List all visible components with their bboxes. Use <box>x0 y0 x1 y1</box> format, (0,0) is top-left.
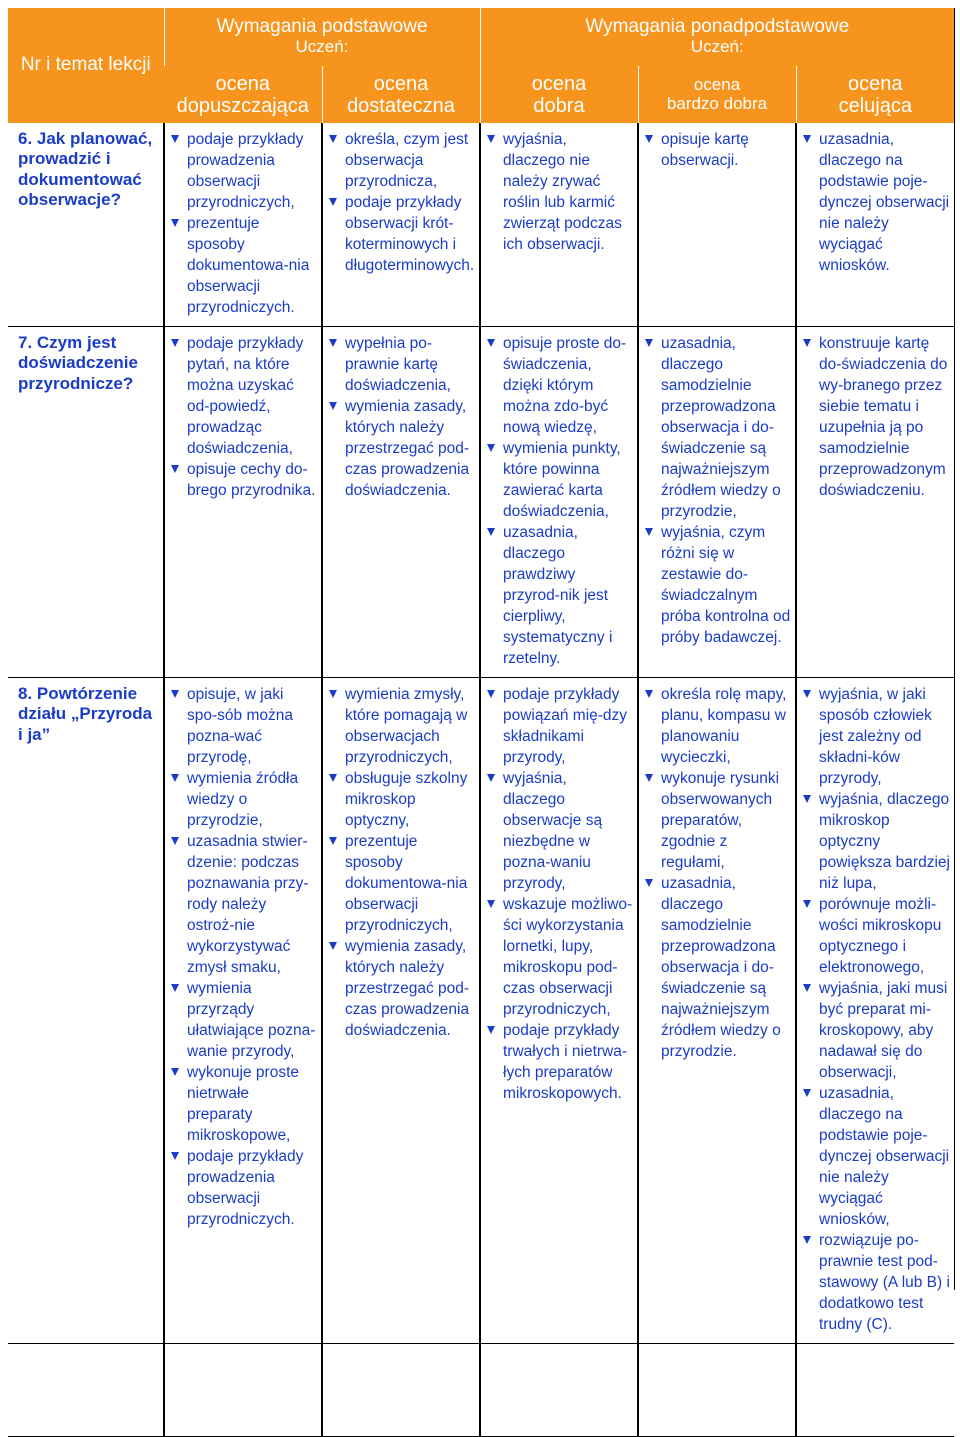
requirement-item: podaje przykłady powiązań mię-dzy składnikami przyrody, <box>485 684 633 768</box>
header-topic: Nr i temat lekcji <box>8 8 164 123</box>
requirement-item: prezentuje sposoby dokumentowa-nia obserwacji przyrodniczych, <box>327 831 475 936</box>
requirement-item: wyjaśnia, jaki musi być preparat mi-kroskopowy, aby nadawał się do obserwacji, <box>801 978 950 1083</box>
grade-cell <box>480 678 638 1344</box>
header-grade-1 <box>164 66 322 123</box>
requirement-item: podaje przykłady pytań, na które można uzyskać od-powiedź, prowadząc doświadczenia, <box>169 333 317 459</box>
grade-cell <box>796 327 954 678</box>
requirement-item: rozwiązuje po-prawnie test pod-stawowy (A lub B) i dodatkowo test trudny (C). <box>801 1230 950 1335</box>
requirement-item: wymienia przyrządy ułatwiające pozna-wanie przyrody, <box>169 978 317 1062</box>
requirement-item: wykonuje proste nietrwałe preparaty mikroskopowe, <box>169 1062 317 1146</box>
requirement-item: określa, czym jest obserwacja przyrodnicza, <box>327 129 475 192</box>
header-basic-title: Wymagania podstawowe <box>216 16 428 38</box>
grade-cell <box>480 123 638 327</box>
requirements-table <box>8 8 954 1437</box>
grade-cell <box>796 678 954 1344</box>
header-advanced <box>480 8 954 66</box>
lesson-topic: 8. Powtórzenie działu „Przyroda i ja” <box>8 678 164 1344</box>
grade-label: ocena <box>693 74 741 94</box>
grade-cell <box>322 123 480 327</box>
grade-cell <box>638 123 796 327</box>
header-grade-5 <box>796 66 954 123</box>
grade-label: ocena <box>215 72 270 95</box>
grade-label: ocena <box>848 72 903 95</box>
grade-cell <box>164 327 322 678</box>
empty-cell <box>480 1344 638 1437</box>
grade-label: ocena <box>373 72 429 95</box>
requirement-item: wymienia punkty, które powinna zawierać karta doświadczenia, <box>485 438 633 522</box>
document-page <box>8 8 954 1437</box>
grade-cell <box>480 327 638 678</box>
requirement-item: wypełnia po-prawnie kartę doświadczenia, <box>327 333 475 396</box>
requirement-item: opisuje kartę obserwacji. <box>643 129 791 171</box>
grade-cell <box>322 678 480 1344</box>
empty-cell <box>796 1344 954 1437</box>
requirement-item: wyjaśnia, czym różni się w zestawie do-świadczalnym próba kontrolna od próby badawczej. <box>643 522 791 648</box>
requirement-item: uzasadnia stwier-dzenie: podczas poznawania przy-rody należy ostroż-nie wykorzystywać zmysł smaku, <box>169 831 317 978</box>
requirement-item: uzasadnia, dlaczego na podstawie poje-dynczej obserwacji nie należy wyciągać wniosków. <box>801 129 950 276</box>
empty-cell <box>8 1344 164 1437</box>
grade-cell <box>638 678 796 1344</box>
requirement-item: wskazuje możliwo-ści wykorzystania lornetki, lupy, mikroskopu pod-czas obserwacji przyrodniczych, <box>485 894 633 1020</box>
requirement-item: wymienia źródła wiedzy o przyrodzie, <box>169 768 317 831</box>
empty-cell <box>638 1344 796 1437</box>
grade-label: ocena <box>531 72 587 95</box>
requirement-item: określa rolę mapy, planu, kompasu w planowaniu wycieczki, <box>643 684 791 768</box>
grade-name: dopuszczająca <box>176 94 309 117</box>
requirement-item: wyjaśnia, dlaczego mikroskop optyczny powiększa bardziej niż lupa, <box>801 789 950 894</box>
requirement-item: podaje przykłady prowadzenia obserwacji przyrodniczych. <box>169 1146 317 1230</box>
header-advanced-subtitle: Uczeń: <box>690 37 744 57</box>
grade-cell <box>322 327 480 678</box>
grade-name: dostateczna <box>347 94 455 117</box>
requirement-item: wymienia zmysły, które pomagają w obserwacjach przyrodniczych, <box>327 684 475 768</box>
header-basic <box>164 8 480 66</box>
lesson-row <box>8 327 954 678</box>
requirement-item: wyjaśnia, dlaczego obserwacje są niezbędne w pozna-waniu przyrody, <box>485 768 633 894</box>
empty-cell <box>164 1344 322 1437</box>
requirement-item: uzasadnia, dlaczego na podstawie poje-dynczej obserwacji nie należy wyciągać wniosków, <box>801 1083 950 1230</box>
header-grade-3 <box>480 66 638 123</box>
requirement-item: opisuje, w jaki spo-sób można pozna-wać przyrodę, <box>169 684 317 768</box>
requirement-item: opisuje cechy do-brego przyrodnika. <box>169 459 317 501</box>
requirement-item: podaje przykłady trwałych i nietrwa-łych preparatów mikroskopowych. <box>485 1020 633 1104</box>
lesson-row <box>8 123 954 327</box>
requirement-item: uzasadnia, dlaczego prawdziwy przyrod-nik jest cierpliwy, systematyczny i rzetelny. <box>485 522 633 669</box>
header-grade-2 <box>322 66 480 123</box>
header-basic-subtitle: Uczeń: <box>295 37 349 57</box>
lesson-topic: 6. Jak planować, prowadzić i dokumentować obserwacje? <box>8 123 164 327</box>
requirement-item: uzasadnia, dlaczego samodzielnie przeprowadzona obserwacja i do-świadczenie są najważniejszym źródłem wiedzy o przyrodzie, <box>643 333 791 522</box>
requirement-item: wykonuje rysunki obserwowanych preparatów, zgodnie z regułami, <box>643 768 791 873</box>
requirement-item: wymienia zasady, których należy przestrzegać pod-czas prowadzenia doświadczenia. <box>327 936 475 1041</box>
lessons-body <box>8 123 954 1437</box>
grade-cell <box>796 123 954 327</box>
page-right-border <box>954 8 955 1290</box>
requirement-item: konstruuje kartę do-świadczenia do wy-branego przez siebie tematu i uzupełnia ją po samodzielnie przeprowadzonym doświadczeniu. <box>801 333 950 501</box>
requirement-item: wymienia zasady, których należy przestrzegać pod-czas prowadzenia doświadczenia. <box>327 396 475 501</box>
requirement-item: prezentuje sposoby dokumentowa-nia obserwacji przyrodniczych. <box>169 213 317 318</box>
requirement-item: podaje przykłady prowadzenia obserwacji przyrodniczych, <box>169 129 317 213</box>
requirement-item: obsługuje szkolny mikroskop optyczny, <box>327 768 475 831</box>
requirement-item: podaje przykłady obserwacji krót-koterminowych i długoterminowych. <box>327 192 475 276</box>
lesson-row <box>8 678 954 1344</box>
grade-name: dobra <box>533 94 585 117</box>
requirement-item: opisuje proste do-świadczenia, dzięki którym można zdo-być nową wiedzę, <box>485 333 633 438</box>
grade-name: celująca <box>838 94 912 117</box>
empty-footer-row <box>8 1344 954 1437</box>
header-grade-4 <box>638 66 796 123</box>
requirement-item: porównuje możli-wości mikroskopu optycznego i elektronowego, <box>801 894 950 978</box>
requirement-item: wyjaśnia, dlaczego nie należy zrywać roślin lub karmić zwierząt podczas ich obserwacji. <box>485 129 633 255</box>
grade-cell <box>638 327 796 678</box>
lesson-topic: 7. Czym jest doświadczenie przyrodnicze? <box>8 327 164 678</box>
requirement-item: uzasadnia, dlaczego samodzielnie przeprowadzona obserwacja i do-świadczenie są najważniejszym źródłem wiedzy o przyrodzie. <box>643 873 791 1062</box>
requirement-item: wyjaśnia, w jaki sposób człowiek jest zależny od składni-ków przyrody, <box>801 684 950 789</box>
grade-name: bardzo dobra <box>666 93 768 113</box>
grade-cell <box>164 678 322 1344</box>
grade-cell <box>164 123 322 327</box>
header-advanced-title: Wymagania ponadpodstawowe <box>585 16 850 38</box>
empty-cell <box>322 1344 480 1437</box>
